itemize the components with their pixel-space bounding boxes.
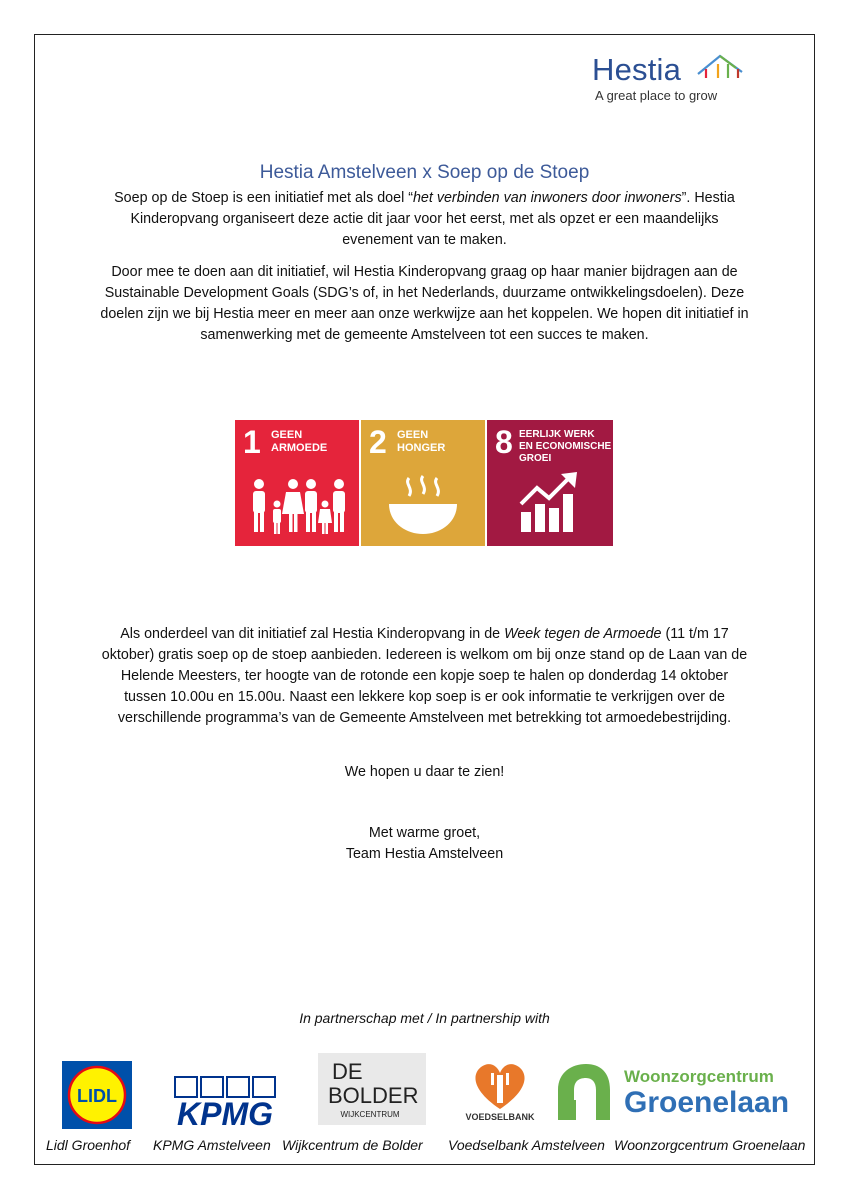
sdg-tile-8	[487, 420, 613, 546]
event-paragraph: Als onderdeel van dit initiatief zal Hestia Kinderopvang in de Week tegen de Armoede (11 t/m 17 oktober) gratis soep op de stoep aanbieden. Iedereen is welkom om bij onze stand op de Laan van de Helende Meesters, ter hoogte van de rotonde een kopje soep te halen op donderdag 14 oktober tussen 10.00u en 15.00u. Naast een lekkere kop soep is er ook informatie te verkrijgen over de verschillende programma’s van de Gemeente Amstelveen met betrekking tot armoedebestrijding.	[101, 626, 748, 726]
sdg-number: 1	[243, 424, 261, 460]
svg-text:WIJKCENTRUM: WIJKCENTRUM	[340, 1110, 400, 1119]
partner-name-bolder: Wijkcentrum de Bolder	[282, 1137, 423, 1153]
signoff: Met warme groet, Team Hestia Amstelveen	[345, 825, 504, 862]
event-emphasis: Week tegen de Armoede	[504, 626, 662, 642]
svg-text:Woonzorgcentrum: Woonzorgcentrum	[624, 1067, 774, 1086]
sdg-tile-2	[361, 420, 485, 546]
svg-text:Groenelaan: Groenelaan	[624, 1086, 790, 1119]
svg-text:KPMG: KPMG	[177, 1096, 273, 1131]
partner-name-kpmg: KPMG Amstelveen	[153, 1137, 271, 1153]
groenelaan-logo	[552, 1060, 810, 1124]
sdg-tile-1	[235, 420, 359, 546]
intro-emphasis: het verbinden van inwoners door inwoners	[412, 190, 682, 206]
sdg-paragraph: Door mee te doen aan dit initiatief, wil Hestia Kinderopvang graag op haar manier bijdragen aan de Sustainable Development Goals (SDG’s of, in het Nederlands, duurzame ontwikkelingsdoelen). Deze doelen zijn we bij Hestia meer en meer aan onze werkwijze aan het koppelen. We hopen dit initiatief in samenwerking met de gemeente Amstelveen tot een succes te maken.	[100, 264, 749, 343]
bolder-logo	[318, 1053, 426, 1125]
sdg-label: GEEN HONGER	[397, 429, 446, 454]
soup-bowl-icon	[385, 472, 461, 538]
logo-name: Hestia	[592, 52, 682, 87]
sdg-label: EERLIJK WERK EN ECONOMISCHE GROEI	[519, 429, 612, 464]
partner-name-lidl: Lidl Groenhof	[46, 1137, 131, 1153]
svg-text:DE: DE	[332, 1059, 363, 1084]
hestia-logo	[592, 50, 752, 106]
partners-heading: In partnerschap met / In partnership with	[299, 1010, 550, 1026]
partner-name-voedselbank: Voedselbank Amstelveen	[448, 1137, 605, 1153]
voedselbank-logo	[463, 1053, 537, 1123]
sdg-number: 2	[369, 424, 387, 460]
page-title: Hestia Amstelveen x Soep op de Stoep	[259, 162, 590, 183]
sdg-number: 8	[495, 424, 513, 460]
closing-line: We hopen u daar te zien!	[344, 764, 505, 780]
kpmg-logo	[165, 1075, 285, 1131]
partner-name-groenelaan: Woonzorgcentrum Groenelaan	[614, 1137, 806, 1153]
growth-chart-icon	[517, 468, 583, 534]
svg-text:BOLDER: BOLDER	[328, 1083, 419, 1108]
svg-text:VOEDSELBANK: VOEDSELBANK	[465, 1112, 535, 1122]
intro-paragraph: Soep op de Stoep is een initiatief met als doel “het verbinden van inwoners door inwoners”. Hestia Kinderopvang organiseert deze actie dit jaar voor het eerst, met als opzet er een maandelijks evenement van te maken.	[114, 190, 735, 248]
sdg-label: GEEN ARMOEDE	[271, 429, 328, 454]
svg-text:LIDL: LIDL	[77, 1086, 117, 1106]
lidl-logo	[62, 1061, 132, 1129]
house-roof-icon	[692, 50, 748, 80]
logo-tagline: A great place to grow	[595, 88, 718, 103]
family-icon	[247, 474, 347, 540]
